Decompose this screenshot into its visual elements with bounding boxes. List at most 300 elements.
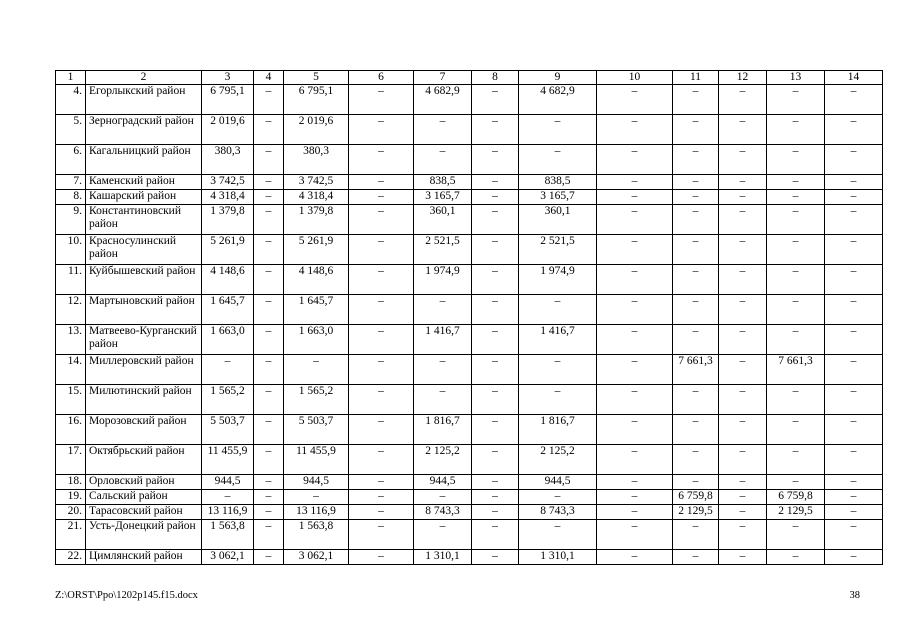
value-cell: –	[597, 520, 673, 550]
value-cell: –	[673, 115, 719, 145]
value-cell: –	[472, 325, 519, 355]
value-cell: –	[349, 265, 414, 295]
value-cell: –	[472, 445, 519, 475]
value-cell: –	[349, 325, 414, 355]
district-name: Морозовский район	[86, 415, 202, 445]
value-cell: –	[284, 355, 349, 385]
column-header: 10	[597, 71, 673, 85]
value-cell: –	[767, 475, 825, 490]
value-cell: –	[597, 85, 673, 115]
value-cell: –	[719, 355, 767, 385]
value-cell: 4 148,6	[202, 265, 254, 295]
value-cell: 6 759,8	[673, 490, 719, 505]
row-number: 6.	[56, 145, 86, 175]
column-header: 6	[349, 71, 414, 85]
value-cell: –	[719, 145, 767, 175]
value-cell: 6 795,1	[202, 85, 254, 115]
table-row	[56, 85, 883, 115]
value-cell: –	[767, 115, 825, 145]
value-cell: –	[472, 235, 519, 265]
value-cell: –	[719, 490, 767, 505]
value-cell: 1 816,7	[519, 415, 597, 445]
value-cell: –	[673, 325, 719, 355]
value-cell: –	[519, 115, 597, 145]
value-cell: –	[673, 475, 719, 490]
value-cell: –	[673, 190, 719, 205]
value-cell: 1 565,2	[202, 385, 254, 415]
value-cell: –	[673, 205, 719, 235]
value-cell: 2 125,2	[519, 445, 597, 475]
value-cell: 2 125,2	[414, 445, 472, 475]
value-cell: 838,5	[519, 175, 597, 190]
value-cell: –	[767, 175, 825, 190]
value-cell: –	[597, 265, 673, 295]
value-cell: –	[254, 85, 284, 115]
table-row	[56, 445, 883, 475]
value-cell: –	[254, 520, 284, 550]
value-cell: 1 379,8	[202, 205, 254, 235]
value-cell: 1 663,0	[202, 325, 254, 355]
value-cell: 944,5	[202, 475, 254, 490]
value-cell: –	[825, 520, 883, 550]
row-number: 12.	[56, 295, 86, 325]
value-cell: –	[673, 175, 719, 190]
district-name: Куйбышевский район	[86, 265, 202, 295]
value-cell: –	[472, 505, 519, 520]
table-row	[56, 325, 883, 355]
value-cell: –	[719, 235, 767, 265]
column-header: 2	[86, 71, 202, 85]
value-cell: –	[349, 295, 414, 325]
value-cell: –	[767, 295, 825, 325]
value-cell: –	[673, 145, 719, 175]
value-cell: –	[254, 325, 284, 355]
value-cell: –	[767, 235, 825, 265]
value-cell: –	[767, 550, 825, 565]
table-row	[56, 385, 883, 415]
value-cell: –	[825, 490, 883, 505]
value-cell: –	[597, 295, 673, 325]
value-cell: –	[673, 235, 719, 265]
value-cell: –	[414, 520, 472, 550]
value-cell: –	[673, 85, 719, 115]
value-cell: 2 521,5	[519, 235, 597, 265]
value-cell: –	[349, 445, 414, 475]
value-cell: –	[673, 295, 719, 325]
column-header: 4	[254, 71, 284, 85]
value-cell: 3 165,7	[414, 190, 472, 205]
value-cell: 3 062,1	[202, 550, 254, 565]
value-cell: –	[825, 235, 883, 265]
value-cell: –	[519, 355, 597, 385]
value-cell: –	[254, 385, 284, 415]
value-cell: –	[597, 190, 673, 205]
value-cell: –	[767, 445, 825, 475]
value-cell: 5 261,9	[202, 235, 254, 265]
value-cell: –	[825, 355, 883, 385]
column-header: 13	[767, 71, 825, 85]
value-cell: 7 661,3	[673, 355, 719, 385]
value-cell: –	[597, 475, 673, 490]
value-cell: –	[254, 505, 284, 520]
header-row	[56, 71, 883, 85]
value-cell: –	[597, 145, 673, 175]
value-cell: 944,5	[284, 475, 349, 490]
value-cell: –	[349, 415, 414, 445]
value-cell: 838,5	[414, 175, 472, 190]
value-cell: –	[719, 190, 767, 205]
value-cell: 2 019,6	[284, 115, 349, 145]
row-number: 16.	[56, 415, 86, 445]
row-number: 21.	[56, 520, 86, 550]
value-cell: 13 116,9	[284, 505, 349, 520]
table-row	[56, 205, 883, 235]
column-header: 9	[519, 71, 597, 85]
value-cell: –	[597, 355, 673, 385]
value-cell: –	[719, 115, 767, 145]
value-cell: –	[597, 205, 673, 235]
row-number: 15.	[56, 385, 86, 415]
value-cell: 1 310,1	[414, 550, 472, 565]
value-cell: –	[414, 295, 472, 325]
value-cell: –	[349, 190, 414, 205]
value-cell: –	[825, 295, 883, 325]
value-cell: –	[349, 490, 414, 505]
value-cell: –	[519, 385, 597, 415]
table-row	[56, 475, 883, 490]
table-row	[56, 115, 883, 145]
value-cell: –	[414, 145, 472, 175]
row-number: 7.	[56, 175, 86, 190]
column-header: 14	[825, 71, 883, 85]
value-cell: –	[719, 265, 767, 295]
value-cell: –	[254, 295, 284, 325]
value-cell: –	[284, 490, 349, 505]
district-name: Октябрьский район	[86, 445, 202, 475]
value-cell: –	[519, 490, 597, 505]
value-cell: –	[597, 115, 673, 145]
value-cell: –	[719, 325, 767, 355]
value-cell: –	[673, 445, 719, 475]
value-cell: –	[414, 355, 472, 385]
value-cell: 1 816,7	[414, 415, 472, 445]
value-cell: –	[349, 385, 414, 415]
column-header: 1	[56, 71, 86, 85]
value-cell: 1 563,8	[202, 520, 254, 550]
value-cell: –	[825, 145, 883, 175]
table-row	[56, 295, 883, 325]
value-cell: –	[825, 550, 883, 565]
value-cell: 944,5	[519, 475, 597, 490]
row-number: 14.	[56, 355, 86, 385]
value-cell: 5 503,7	[202, 415, 254, 445]
row-number: 8.	[56, 190, 86, 205]
value-cell: –	[472, 265, 519, 295]
value-cell: –	[719, 505, 767, 520]
value-cell: –	[519, 520, 597, 550]
value-cell: 2 129,5	[767, 505, 825, 520]
value-cell: –	[719, 475, 767, 490]
value-cell: –	[673, 520, 719, 550]
table-row	[56, 145, 883, 175]
value-cell: 1 663,0	[284, 325, 349, 355]
value-cell: –	[472, 145, 519, 175]
table-row	[56, 175, 883, 190]
value-cell: 6 795,1	[284, 85, 349, 115]
value-cell: 1 974,9	[414, 265, 472, 295]
value-cell: –	[825, 175, 883, 190]
value-cell: –	[825, 325, 883, 355]
data-table	[55, 70, 883, 565]
value-cell: 13 116,9	[202, 505, 254, 520]
value-cell: –	[349, 505, 414, 520]
row-number: 17.	[56, 445, 86, 475]
value-cell: –	[719, 550, 767, 565]
value-cell: –	[673, 550, 719, 565]
value-cell: 1 645,7	[284, 295, 349, 325]
value-cell: –	[414, 490, 472, 505]
value-cell: 4 148,6	[284, 265, 349, 295]
value-cell: –	[767, 265, 825, 295]
district-name: Красносулинский район	[86, 235, 202, 265]
column-header: 11	[673, 71, 719, 85]
value-cell: –	[349, 145, 414, 175]
value-cell: –	[825, 190, 883, 205]
value-cell: 944,5	[414, 475, 472, 490]
table-row	[56, 550, 883, 565]
value-cell: –	[519, 295, 597, 325]
value-cell: 8 743,3	[519, 505, 597, 520]
value-cell: 1 416,7	[414, 325, 472, 355]
page-number: 38	[849, 590, 860, 601]
value-cell: 7 661,3	[767, 355, 825, 385]
value-cell: –	[597, 175, 673, 190]
column-header: 7	[414, 71, 472, 85]
district-name: Цимлянский район	[86, 550, 202, 565]
table-row	[56, 490, 883, 505]
row-number: 22.	[56, 550, 86, 565]
row-number: 4.	[56, 85, 86, 115]
value-cell: 1 565,2	[284, 385, 349, 415]
value-cell: –	[414, 385, 472, 415]
value-cell: –	[349, 475, 414, 490]
value-cell: 360,1	[414, 205, 472, 235]
row-number: 18.	[56, 475, 86, 490]
value-cell: –	[673, 385, 719, 415]
value-cell: –	[472, 520, 519, 550]
table-row	[56, 190, 883, 205]
value-cell: –	[767, 205, 825, 235]
value-cell: –	[349, 550, 414, 565]
value-cell: 1 974,9	[519, 265, 597, 295]
district-name: Егорлыкский район	[86, 85, 202, 115]
district-name: Тарасовский район	[86, 505, 202, 520]
value-cell: –	[719, 445, 767, 475]
value-cell: –	[254, 190, 284, 205]
value-cell: –	[825, 85, 883, 115]
value-cell: –	[472, 85, 519, 115]
row-number: 19.	[56, 490, 86, 505]
file-path: Z:\ORST\Ppo\1202p145.f15.docx	[55, 590, 198, 601]
value-cell: –	[472, 355, 519, 385]
column-header: 5	[284, 71, 349, 85]
value-cell: –	[254, 550, 284, 565]
row-number: 11.	[56, 265, 86, 295]
table-row	[56, 415, 883, 445]
value-cell: 2 521,5	[414, 235, 472, 265]
value-cell: –	[254, 490, 284, 505]
value-cell: –	[254, 445, 284, 475]
value-cell: –	[254, 235, 284, 265]
value-cell: –	[825, 385, 883, 415]
value-cell: 11 455,9	[284, 445, 349, 475]
value-cell: 3 742,5	[202, 175, 254, 190]
value-cell: –	[825, 115, 883, 145]
value-cell: 4 682,9	[519, 85, 597, 115]
value-cell: –	[472, 490, 519, 505]
table-row	[56, 520, 883, 550]
table-row	[56, 235, 883, 265]
value-cell: 5 261,9	[284, 235, 349, 265]
value-cell: –	[825, 265, 883, 295]
value-cell: –	[254, 145, 284, 175]
value-cell: 4 682,9	[414, 85, 472, 115]
value-cell: –	[597, 235, 673, 265]
value-cell: –	[719, 85, 767, 115]
table-row	[56, 265, 883, 295]
value-cell: 380,3	[202, 145, 254, 175]
value-cell: –	[719, 415, 767, 445]
value-cell: 11 455,9	[202, 445, 254, 475]
value-cell: –	[597, 550, 673, 565]
row-number: 13.	[56, 325, 86, 355]
value-cell: –	[719, 385, 767, 415]
value-cell: 6 759,8	[767, 490, 825, 505]
value-cell: 5 503,7	[284, 415, 349, 445]
value-cell: –	[254, 205, 284, 235]
value-cell: –	[254, 175, 284, 190]
value-cell: –	[767, 85, 825, 115]
row-number: 9.	[56, 205, 86, 235]
row-number: 20.	[56, 505, 86, 520]
value-cell: –	[825, 475, 883, 490]
district-name: Мартыновский район	[86, 295, 202, 325]
column-header: 8	[472, 71, 519, 85]
value-cell: 3 165,7	[519, 190, 597, 205]
value-cell: –	[597, 445, 673, 475]
value-cell: –	[673, 415, 719, 445]
value-cell: 3 062,1	[284, 550, 349, 565]
value-cell: 360,1	[519, 205, 597, 235]
district-name: Усть-Донецкий район	[86, 520, 202, 550]
value-cell: –	[825, 505, 883, 520]
value-cell: –	[349, 355, 414, 385]
column-header: 3	[202, 71, 254, 85]
value-cell: –	[472, 175, 519, 190]
value-cell: –	[349, 175, 414, 190]
value-cell: 1 416,7	[519, 325, 597, 355]
value-cell: 8 743,3	[414, 505, 472, 520]
value-cell: –	[254, 265, 284, 295]
value-cell: –	[825, 445, 883, 475]
value-cell: 4 318,4	[284, 190, 349, 205]
value-cell: 3 742,5	[284, 175, 349, 190]
value-cell: –	[597, 415, 673, 445]
district-name: Милютинский район	[86, 385, 202, 415]
value-cell: –	[767, 415, 825, 445]
value-cell: –	[472, 385, 519, 415]
value-cell: –	[597, 490, 673, 505]
district-name: Миллеровский район	[86, 355, 202, 385]
value-cell: –	[472, 205, 519, 235]
value-cell: –	[519, 145, 597, 175]
value-cell: –	[349, 520, 414, 550]
value-cell: 1 379,8	[284, 205, 349, 235]
value-cell: –	[349, 205, 414, 235]
value-cell: –	[472, 295, 519, 325]
district-name: Зерноградский район	[86, 115, 202, 145]
table-row	[56, 505, 883, 520]
row-number: 5.	[56, 115, 86, 145]
value-cell: –	[767, 385, 825, 415]
value-cell: –	[254, 115, 284, 145]
value-cell: –	[825, 415, 883, 445]
value-cell: –	[254, 355, 284, 385]
table-row	[56, 355, 883, 385]
value-cell: 380,3	[284, 145, 349, 175]
district-name: Кашарский район	[86, 190, 202, 205]
value-cell: 1 645,7	[202, 295, 254, 325]
value-cell: 1 310,1	[519, 550, 597, 565]
value-cell: 1 563,8	[284, 520, 349, 550]
value-cell: –	[719, 175, 767, 190]
value-cell: –	[472, 475, 519, 490]
value-cell: –	[349, 85, 414, 115]
district-name: Орловский район	[86, 475, 202, 490]
value-cell: 4 318,4	[202, 190, 254, 205]
column-header: 12	[719, 71, 767, 85]
value-cell: –	[472, 115, 519, 145]
value-cell: –	[202, 490, 254, 505]
value-cell: –	[349, 115, 414, 145]
value-cell: 2 129,5	[673, 505, 719, 520]
table-body	[56, 85, 883, 565]
value-cell: –	[597, 505, 673, 520]
district-name: Сальский район	[86, 490, 202, 505]
row-number: 10.	[56, 235, 86, 265]
value-cell: –	[472, 550, 519, 565]
value-cell: 2 019,6	[202, 115, 254, 145]
value-cell: –	[719, 295, 767, 325]
value-cell: –	[719, 205, 767, 235]
value-cell: –	[767, 190, 825, 205]
value-cell: –	[767, 145, 825, 175]
value-cell: –	[673, 265, 719, 295]
district-name: Константиновский район	[86, 205, 202, 235]
value-cell: –	[719, 520, 767, 550]
value-cell: –	[349, 235, 414, 265]
value-cell: –	[472, 415, 519, 445]
value-cell: –	[597, 385, 673, 415]
value-cell: –	[597, 325, 673, 355]
value-cell: –	[202, 355, 254, 385]
value-cell: –	[767, 325, 825, 355]
district-name: Каменский район	[86, 175, 202, 190]
value-cell: –	[472, 190, 519, 205]
district-name: Кагальницкий район	[86, 145, 202, 175]
value-cell: –	[825, 205, 883, 235]
value-cell: –	[254, 415, 284, 445]
